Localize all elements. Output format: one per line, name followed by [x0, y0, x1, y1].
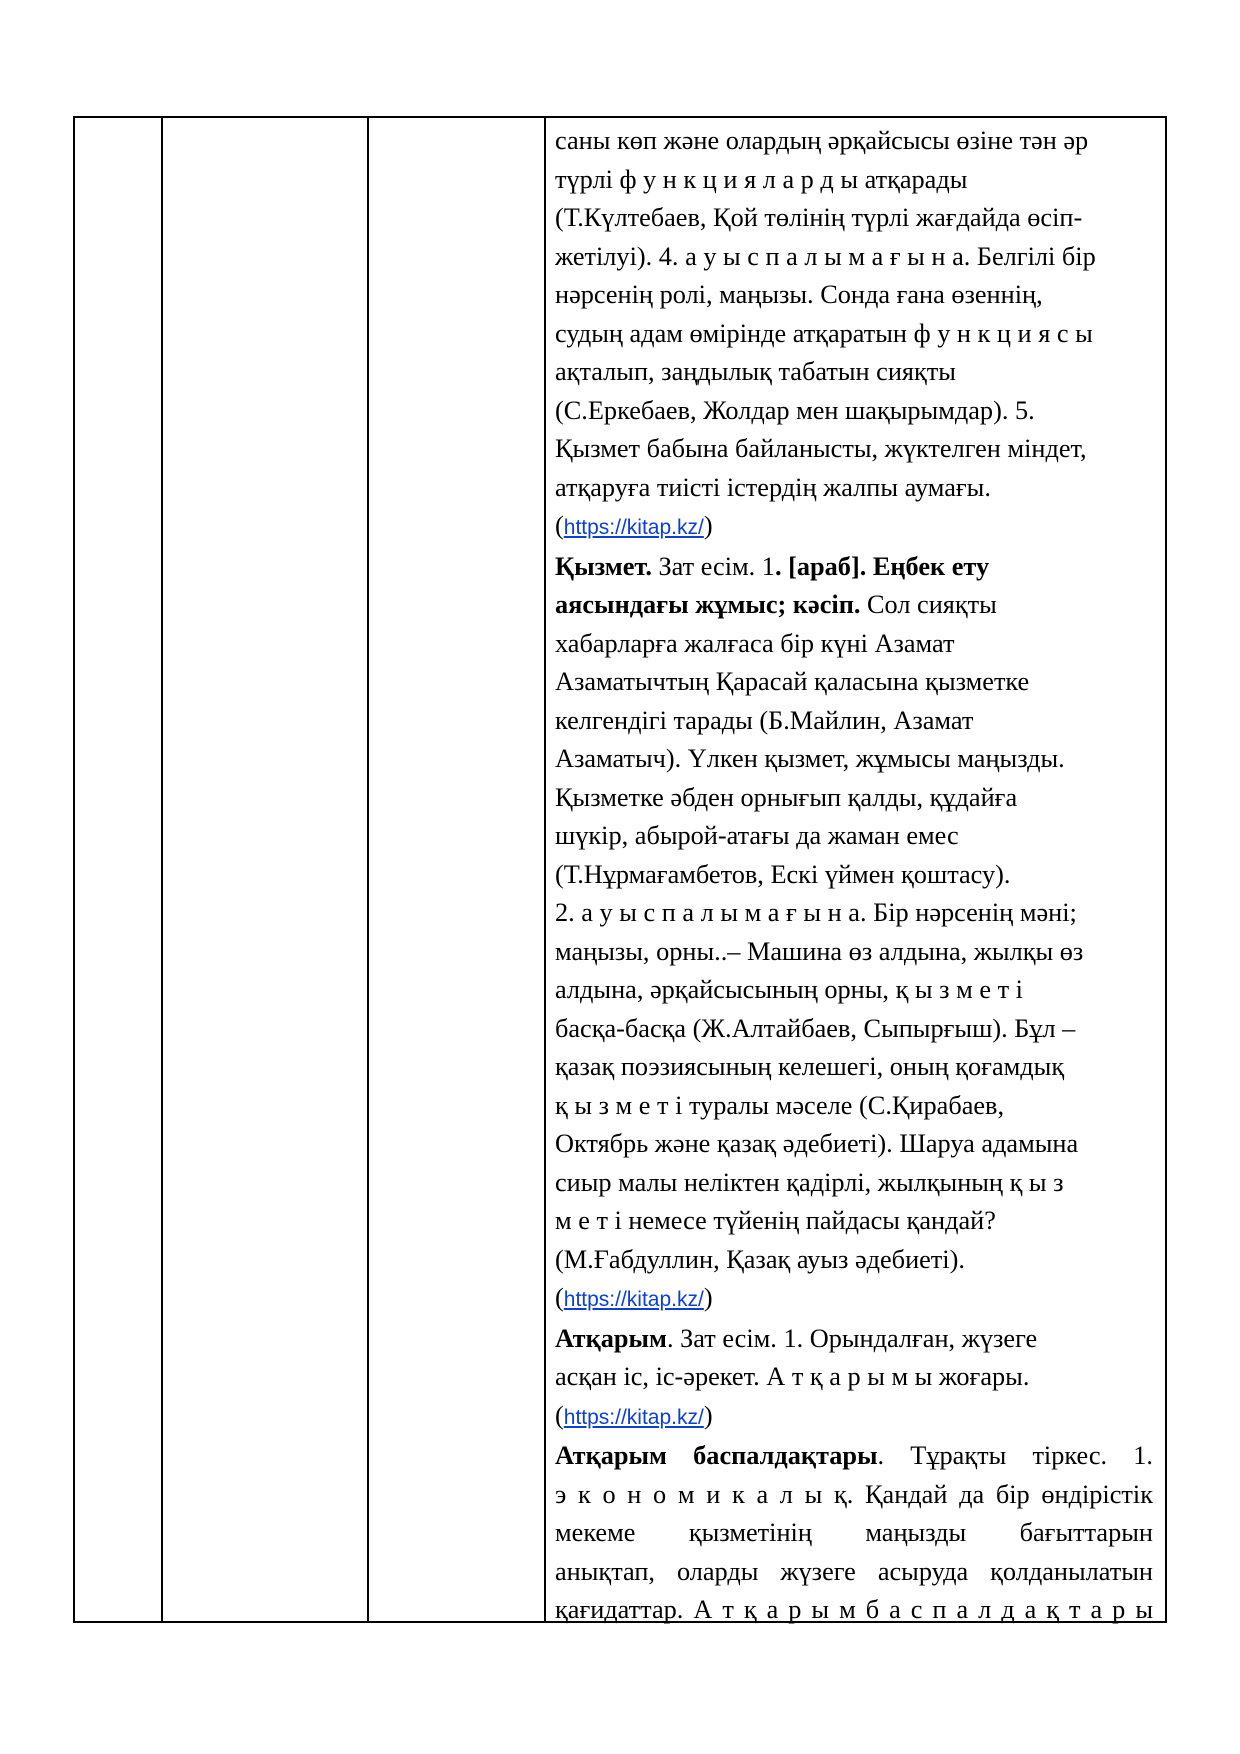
text-line: мекеме қызметінің маңызды бағыттарын	[555, 1518, 1153, 1547]
text-line: маңызы, орны..– Машина өз алдына, жылқы өз	[555, 936, 1084, 966]
bold-definition: . [араб]. Еңбек ету	[774, 551, 990, 581]
text-line: хабарларға жалғаса бір күні Азамат	[555, 628, 955, 658]
source-citation: (https://kitap.kz/)	[555, 1283, 713, 1312]
column-divider-2	[367, 118, 369, 1621]
text-line: Қызметке әбден орнығып қалды, құдайға	[555, 782, 1018, 812]
text-line: алдына, әрқайсысының орны, қ ы з м е т і	[555, 975, 1023, 1004]
text-line	[555, 1320, 1153, 1359]
text-line: түрлі ф у н к ц и я л а р д ы атқарады	[555, 164, 968, 194]
text-line: келгендігі тарады (Б.Майлин, Азамат	[555, 705, 974, 735]
entry-headword: Атқарым баспалдақтары	[555, 1441, 878, 1470]
part-of-speech: Зат есім. 1	[651, 551, 775, 581]
table-row	[73, 116, 1167, 1623]
definition-text: . Зат есім. 1. Орындалған, жүзеге	[666, 1323, 1038, 1353]
text-line: сиыр малы неліктен қадірлі, жылқының қ ы з	[555, 1167, 1064, 1197]
text-line: шүкір, абырой-атағы да жаман емес	[555, 821, 959, 850]
text-line: (М.Ғабдуллин, Қазақ ауыз әдебиеті).	[555, 1244, 965, 1274]
paragraph-function	[555, 122, 1153, 548]
column-divider-1	[161, 118, 163, 1621]
entry-headword: Атқарым	[555, 1323, 667, 1353]
text-line: атқаруға тиісті істердің жалпы аумағы.	[555, 472, 991, 502]
paragraph-qyzmet	[555, 548, 1153, 1320]
text-line: (Т.Күлтебаев, Қой төлінің түрлі жағдайда өсіп-	[555, 203, 1083, 232]
text-line: м е т і немесе түйенің пайдасы қандай?	[555, 1206, 996, 1235]
paragraph-atqarym-baspaldaqtary	[555, 1437, 1153, 1630]
column-divider-3	[544, 118, 546, 1621]
text-line: Азаматыч). Үлкен қызмет, жұмысы маңызды.	[555, 744, 1065, 773]
text-line: анықтап, оларды жүзеге асыруда қолданылатын	[555, 1556, 1153, 1586]
text-line	[555, 1437, 1153, 1476]
text-line: қ ы з м е т і туралы мәселе (С.Қирабаев,	[555, 1090, 1005, 1120]
text-line: асқан іс, іс-әрекет. А т қ а р ы м ы жоғары.	[555, 1362, 1030, 1391]
text-line: басқа-басқа (Ж.Алтайбаев, Сыпырғыш). Бұл –	[555, 1013, 1076, 1043]
definition-cell	[555, 118, 1153, 1630]
entry-headword: Қызмет.	[555, 551, 652, 581]
text-line: Қызмет бабына байланысты, жүктелген міндет,	[555, 434, 1087, 463]
text-line: судың адам өмірінде атқаратын ф у н к ц и я с ы	[555, 318, 1093, 348]
text-line: саны көп және олардың әрқайсысы өзіне тән әр	[555, 126, 1089, 155]
paragraph-atqarym	[555, 1320, 1153, 1438]
source-citation: (https://kitap.kz/)	[555, 511, 713, 540]
source-link[interactable]: https://kitap.kz/	[563, 516, 704, 539]
text-line: э к о н о м и к а л ы қ. Қандай да бір өндірістік	[555, 1479, 1153, 1509]
text-line: (Т.Нұрмағамбетов, Ескі үймен қоштасу).	[555, 859, 1011, 889]
text-line: ақталып, заңдылық табатын сияқты	[555, 357, 956, 386]
text-line: (С.Еркебаев, Жолдар мен шақырымдар). 5.	[555, 395, 1035, 425]
text-line: Азаматычтың Қарасай қаласына қызметке	[555, 667, 1030, 696]
bold-definition: аясындағы жұмыс; кәсіп.	[555, 590, 861, 619]
text-line: нәрсенің ролі, маңызы. Сонда ғана өзеннің,	[555, 280, 1043, 309]
text-line	[555, 586, 1153, 625]
text-line: қазақ поэзиясының келешегі, оның қоғамдық	[555, 1052, 1065, 1081]
source-link[interactable]: https://kitap.kz/	[563, 1405, 704, 1429]
text-line: Октябрь және қазақ әдебиеті). Шаруа адамына	[555, 1129, 1079, 1158]
source-citation: (https://kitap.kz/)	[555, 1400, 713, 1430]
text-line: қағидаттар. А т қ а р ы м б а с п а л д а қ т а р ы	[555, 1595, 1153, 1624]
text-line: жетілуі). 4. а у ы с п а л ы м а ғ ы н а. Белгілі бір	[555, 241, 1096, 271]
text-line: 2. а у ы с п а л ы м а ғ ы н а. Бір нәрсенің мәні;	[555, 898, 1077, 927]
source-link[interactable]: https://kitap.kz/	[563, 1288, 704, 1311]
example-text: Сол сияқты	[860, 590, 997, 619]
definition-text: . Тұрақты тіркес. 1.	[877, 1441, 1153, 1470]
text-line	[555, 548, 1153, 587]
